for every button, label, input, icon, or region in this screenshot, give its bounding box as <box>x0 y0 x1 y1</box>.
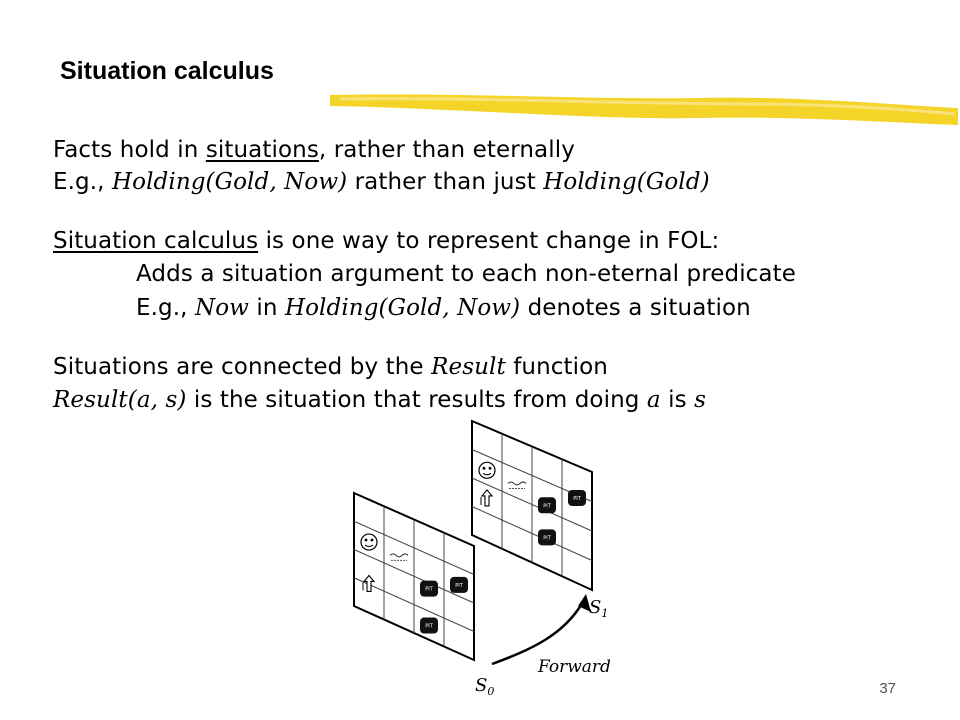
term-situation-calculus: Situation calculus <box>53 228 259 254</box>
text-run: function <box>505 354 608 380</box>
math-expression: Holding(Gold) <box>543 169 710 195</box>
math-expression: Holding(Gold, Now) <box>111 169 348 195</box>
page-number: 37 <box>879 680 896 697</box>
math-expression: Result <box>431 354 506 380</box>
board-s0 <box>354 493 474 660</box>
pit-label: PIT <box>543 535 551 542</box>
wumpus-icon <box>361 534 377 550</box>
math-expression: s <box>694 387 707 413</box>
text-run: Facts hold in <box>53 137 206 163</box>
pit-label: PIT <box>425 586 433 593</box>
wumpus-eye <box>365 539 368 542</box>
slide-title: Situation calculus <box>60 57 274 85</box>
math-expression: Result(a, s) <box>53 387 187 413</box>
term-situations: situations <box>205 137 319 163</box>
text-run: E.g., <box>136 295 195 321</box>
text-run: E.g., <box>53 169 112 195</box>
board-s1 <box>472 421 592 590</box>
pit-label: PIT <box>543 503 551 510</box>
wumpus-eye <box>489 467 492 470</box>
text-run: is one way to represent change in FOL: <box>258 228 720 254</box>
pit-label: PIT <box>425 623 433 630</box>
math-expression: a <box>646 387 661 413</box>
math-expression: Now <box>194 295 249 321</box>
pit-label: PIT <box>455 582 463 589</box>
text-run: Situations are connected by the <box>53 354 432 380</box>
pit-label: PIT <box>573 495 581 502</box>
s1-label: $S_1$ <box>589 597 609 620</box>
wumpus-icon <box>479 462 495 478</box>
wumpus-eye <box>371 539 374 542</box>
text-run: Adds a situation argument to each non-eternal predicate <box>136 261 796 287</box>
wumpus-eye <box>483 467 486 470</box>
text-run: rather than just <box>347 169 544 195</box>
math-expression: Holding(Gold, Now) <box>284 295 521 321</box>
forward-arrow <box>492 600 584 664</box>
text-run: denotes a situation <box>520 295 751 321</box>
text-run: , rather than eternally <box>318 137 575 163</box>
text-run: in <box>248 295 285 321</box>
text-run: is <box>660 387 695 413</box>
text-run: is the situation that results from doing <box>186 387 647 413</box>
s0-label: $S_0$ <box>475 675 495 698</box>
forward-label: Forward <box>538 657 611 677</box>
